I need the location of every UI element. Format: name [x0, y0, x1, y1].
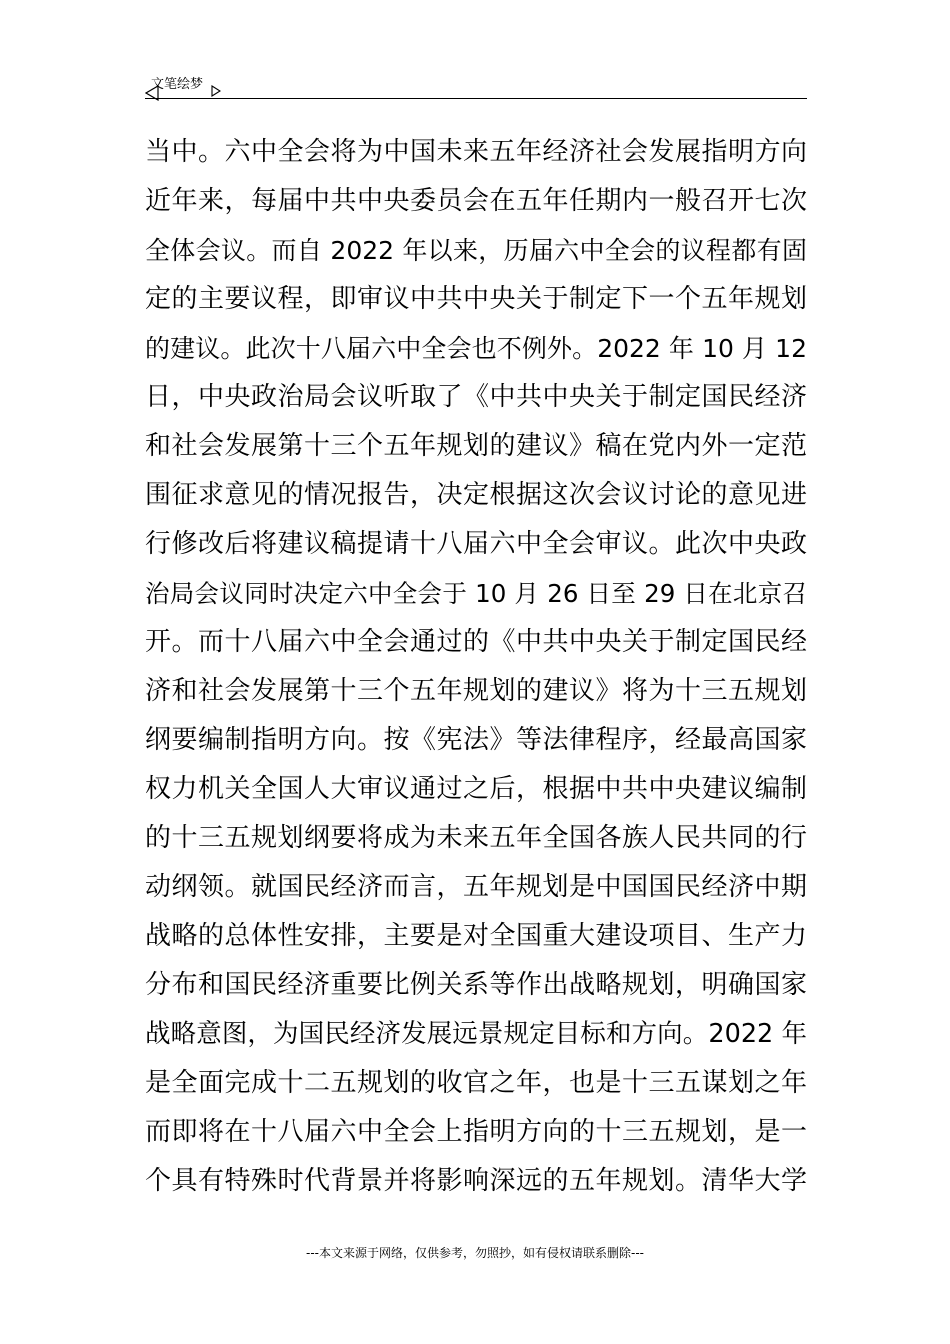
- text-line: 动纲领。就国民经济而言，五年规划是中国国民经济中期: [145, 872, 807, 902]
- text-line: 围征求意见的情况报告，决定根据这次会议讨论的意见进: [145, 480, 807, 510]
- text-line: 权力机关全国人大审议通过之后，根据中共中央建议编制: [145, 774, 807, 804]
- document-body: [145, 128, 807, 1206]
- footer-notice: ---本文来源于网络，仅供参考，勿照抄，如有侵权请联系删除---: [306, 1246, 644, 1260]
- text-line: 纲要编制指明方向。按《宪法》等法律程序，经最高国家: [145, 725, 807, 755]
- brand-text: 文笔绘梦: [151, 77, 204, 92]
- text-line: 分布和国民经济重要比例关系等作出战略规划，明确国家: [145, 970, 807, 1000]
- text-line: 的建议。此次十八届六中全会也不例外。2022 年 10 月 12: [145, 334, 807, 363]
- text-line: 近年来，每届中共中央委员会在五年任期内一般召开七次: [145, 186, 807, 216]
- text-line: 是全面完成十二五规划的收官之年，也是十三五谋划之年: [145, 1068, 807, 1098]
- text-line: 治局会议同时决定六中全会于 10 月 26 日至 29 日在北京召: [145, 579, 807, 608]
- text-line: 全体会议。而自 2022 年以来，历届六中全会的议程都有固: [145, 236, 807, 265]
- text-line: 开。而十八届六中全会通过的《中共中央关于制定国民经: [145, 627, 807, 657]
- text-line: 当中。六中全会将为中国未来五年经济社会发展指明方向: [145, 137, 807, 167]
- text-line: 战略的总体性安排，主要是对全国重大建设项目、生产力: [145, 921, 807, 951]
- text-line: 个具有特殊时代背景并将影响深远的五年规划。清华大学: [145, 1166, 807, 1196]
- text-line: 济和社会发展第十三个五年规划的建议》将为十三五规划: [145, 676, 807, 706]
- text-line: 和社会发展第十三个五年规划的建议》稿在党内外一定范: [145, 431, 807, 461]
- text-line: 而即将在十八届六中全会上指明方向的十三五规划，是一: [145, 1117, 807, 1147]
- text-line: 日，中央政治局会议听取了《中共中央关于制定国民经济: [145, 382, 807, 412]
- text-line: 定的主要议程，即审议中共中央关于制定下一个五年规划: [145, 284, 807, 314]
- page-header: [145, 74, 807, 99]
- header-brand: [145, 74, 211, 96]
- text-line: 的十三五规划纲要将成为未来五年全国各族人民共同的行: [145, 823, 807, 853]
- text-line: 行修改后将建议稿提请十八届六中全会审议。此次中央政: [145, 529, 807, 559]
- text-line: 战略意图，为国民经济发展远景规定目标和方向。2022 年: [145, 1019, 807, 1049]
